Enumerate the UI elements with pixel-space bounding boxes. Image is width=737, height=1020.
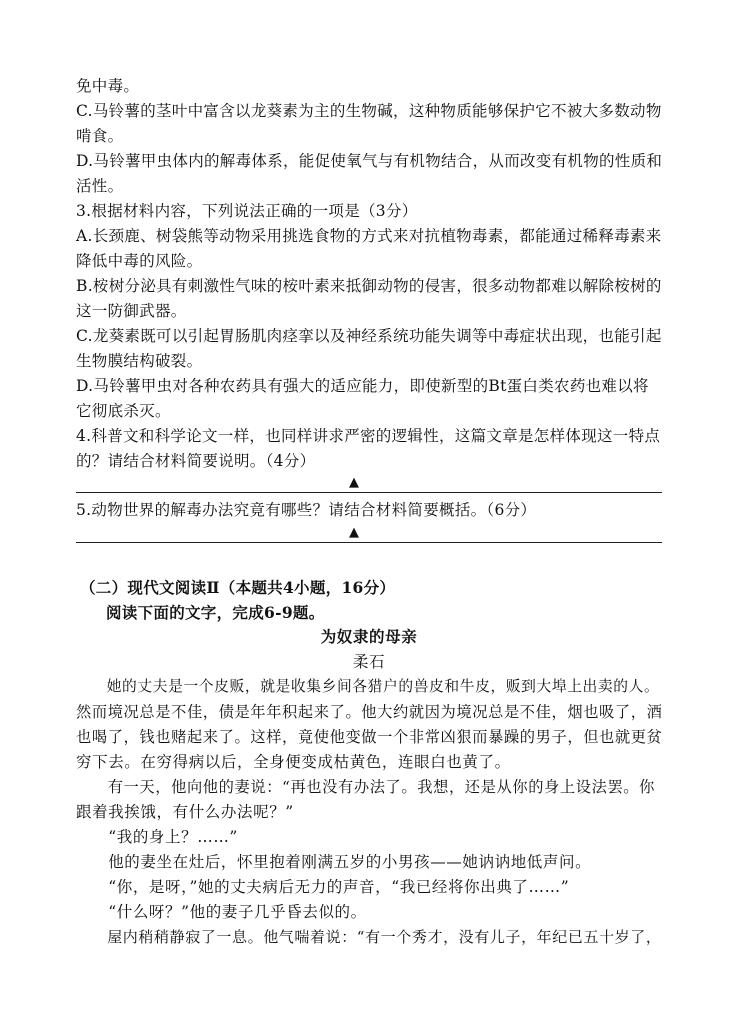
answer-line — [76, 492, 662, 493]
story-line: 跟着我挨饿，有什么办法呢？” — [76, 803, 294, 821]
story-line: “什么呀？”他的妻子几乎昏去似的。 — [76, 903, 367, 921]
text-line: 生物膜结构破裂。 — [76, 352, 203, 370]
option-a-line: A.长颈鹿、树袋熊等动物采用挑选食物的方式来对抗植物毒素，都能通过稀释毒素来 — [76, 227, 662, 245]
story-line: 有一天，他向他的妻说：“再也没有办法了。我想，还是从你的身上设法罢。你 — [76, 778, 655, 796]
option-d-line: D.马铃薯甲虫体内的解毒体系，能促使氧气与有机物结合，从而改变有机物的性质和 — [76, 152, 663, 170]
story-line: 他的妻坐在灶后，怀里抱着刚满五岁的小男孩——她讷讷地低声问。 — [76, 853, 592, 871]
story-line: 也喝了，钱也赌起来了。这样，竟使他变做一个非常凶狠而暴躁的男子，但也就更贫 — [76, 728, 663, 746]
text-line: 啃食。 — [76, 127, 124, 145]
text-line: 它彻底杀灭。 — [76, 402, 171, 420]
answer-triangle-icon: ▲ — [349, 475, 359, 490]
story-line: 然而境况总是不佳，债是年年积起来了。他大约就因为境况总是不佳，烟也吸了，酒 — [76, 703, 663, 721]
text-line: 免中毒。 — [76, 77, 140, 95]
section-instruction: 阅读下面的文字，完成6-9题。 — [106, 603, 325, 622]
story-line: “你，是呀，”她的丈夫病后无力的声音，“我已经将你出典了……” — [76, 878, 570, 896]
option-b-line: B.桉树分泌具有刺激性气味的桉叶素来抵御动物的侵害，很多动物都难以解除桉树的 — [76, 277, 662, 295]
text-line: 的？请结合材料简要说明。（4分） — [76, 452, 316, 470]
question-4: 4.科普文和科学论文一样，也同样讲求严密的逻辑性，这篇文章是怎样体现这一特点 — [76, 427, 661, 445]
text-line: 这一防御武器。 — [76, 302, 187, 320]
story-author: 柔石 — [352, 653, 386, 671]
story-title: 为奴隶的母亲 — [320, 627, 418, 646]
story-line: 穷下去。在穷得病以后，全身便变成枯黄色，连眼白也黄了。 — [76, 753, 511, 771]
option-d-line: D.马铃薯甲虫对各种农药具有强大的适应能力，即使新型的Bt蛋白类农药也难以将 — [76, 377, 649, 395]
question-3: 3.根据材料内容，下列说法正确的一项是（3分） — [76, 202, 418, 220]
story-line: 屋内稍稍静寂了一息。他气喘着说：“有一个秀才，没有儿子，年纪已五十岁了， — [76, 928, 662, 946]
question-5: 5.动物世界的解毒办法究竟有哪些？请结合材料简要概括。（6分） — [76, 501, 537, 519]
answer-triangle-icon: ▲ — [349, 525, 359, 540]
story-line: 她的丈夫是一个皮贩，就是收集乡间各猎户的兽皮和牛皮，贩到大埠上出卖的人。 — [76, 678, 660, 695]
option-c-line: C.马铃薯的茎叶中富含以龙葵素为主的生物碱，这种物质能够保护它不被大多数动物 — [76, 102, 662, 120]
text-line: 活性。 — [76, 177, 124, 195]
option-c-line: C.龙葵素既可以引起胃肠肌肉痉挛以及神经系统功能失调等中毒症状出现，也能引起 — [76, 327, 662, 345]
text-line: 降低中毒的风险。 — [76, 252, 203, 270]
section-heading: （二）现代文阅读Ⅱ（本题共4小题，16分） — [80, 578, 396, 597]
answer-line — [76, 542, 662, 543]
story-line: “我的身上？……” — [76, 828, 238, 846]
